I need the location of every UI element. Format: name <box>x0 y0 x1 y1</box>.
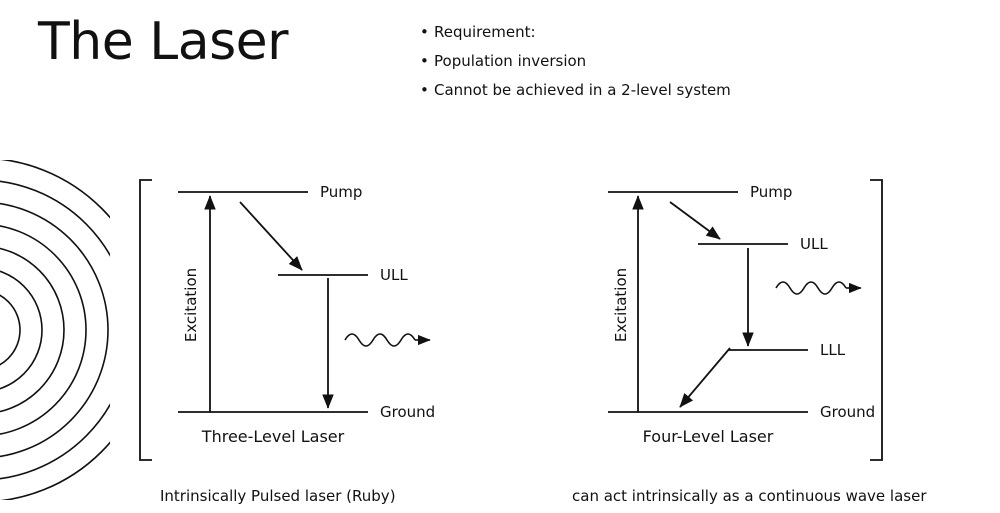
label-lll: LLL <box>820 341 846 359</box>
bullet-marker-icon: • <box>420 52 429 70</box>
bullet-marker-icon: • <box>420 81 429 99</box>
label-excitation: Excitation <box>612 267 630 343</box>
diagram-four-level-laser <box>580 160 920 480</box>
bullet-text: Population inversion <box>434 52 587 70</box>
label-excitation: Excitation <box>182 267 200 343</box>
list-item <box>420 80 940 100</box>
diagram-title-four-level: Four-Level Laser <box>642 427 774 446</box>
diagram-three-level-laser <box>130 160 470 480</box>
caption-three-level: Intrinsically Pulsed laser (Ruby) <box>160 487 396 505</box>
diagram-title-three-level: Three-Level Laser <box>201 427 345 446</box>
label-ground: Ground <box>380 403 436 421</box>
label-ull: ULL <box>380 266 408 284</box>
label-pump: Pump <box>750 183 793 201</box>
bullet-marker-icon: • <box>420 23 429 41</box>
list-item <box>420 22 940 42</box>
concentric-arcs-decoration <box>0 160 110 500</box>
page-title: The Laser <box>38 12 289 72</box>
bullet-text: Requirement: <box>434 23 536 41</box>
list-item <box>420 51 940 71</box>
label-pump: Pump <box>320 183 363 201</box>
bullet-text: Cannot be achieved in a 2-level system <box>434 81 731 99</box>
label-ull: ULL <box>800 235 828 253</box>
label-ground: Ground <box>820 403 876 421</box>
bullet-list <box>420 22 940 109</box>
caption-four-level: can act intrinsically as a continuous wave laser <box>572 487 927 505</box>
